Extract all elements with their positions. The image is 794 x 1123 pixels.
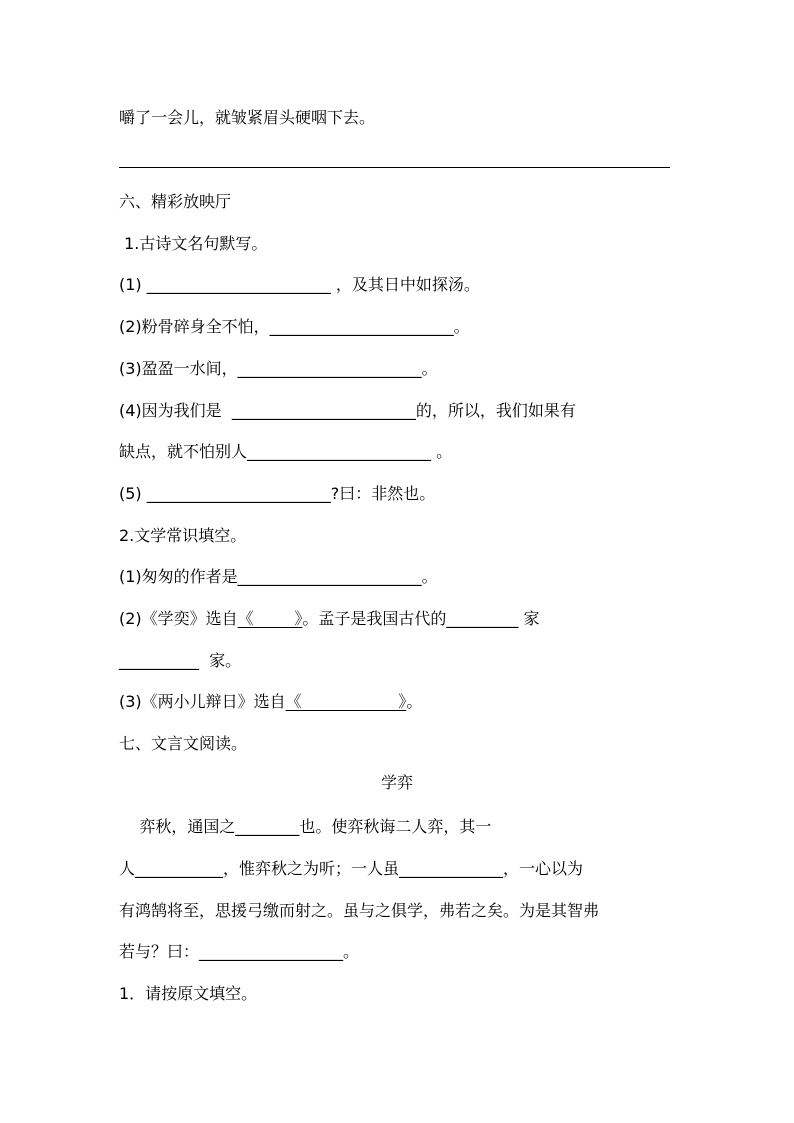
question-1-3: (3)盈盈一水间，_______________________。 — [119, 359, 438, 378]
final-question: 1．请按原文填空。 — [119, 984, 258, 1003]
question-2-2-line-a — [119, 609, 539, 629]
passage-line-4: 若与？曰：__________________。 — [119, 942, 360, 961]
question-1-title: 1.古诗文名句默写。 — [119, 234, 268, 253]
passage-continuation: 嚼了一会儿，就皱紧眉头硬咽下去。 — [119, 108, 376, 127]
section-7-heading: 七、文言文阅读。 — [119, 734, 248, 753]
passage-line-1: 弈秋，通国之________也。使弈秋诲二人弈，其一 — [119, 817, 492, 836]
q2-2-book-blank: 《 》 — [237, 609, 303, 628]
passage-line-2: 人___________，惟弈秋之为听；一人虽_____________，一心以为 — [119, 859, 584, 878]
q2-3-prefix: (3)《两小儿辩日》选自 — [119, 692, 286, 711]
q2-3-suffix: 。 — [406, 692, 423, 711]
question-1-2: (2)粉骨碎身全不怕，_______________________。 — [119, 317, 470, 336]
question-1-1: (1) _______________________ ，及其日中如探汤。 — [119, 275, 480, 294]
question-2-2-line-b: __________ 家。 — [119, 651, 242, 670]
q2-2-prefix: (2)《学奕》选自 — [119, 609, 238, 628]
answer-rule — [119, 167, 670, 168]
q2-3-book-blank: 《 》 — [285, 692, 407, 711]
question-2-1: (1)匆匆的作者是_______________________。 — [119, 567, 438, 586]
section-6-heading: 六、精彩放映厅 — [119, 192, 232, 211]
question-2-3 — [119, 692, 422, 712]
question-1-4-line-b: 缺点，就不怕别人_______________________ 。 — [119, 442, 453, 461]
passage-line-3: 有鸿鹄将至，思援弓缴而射之。虽与之俱学，弗若之矣。为是其智弗 — [119, 901, 600, 920]
q2-2-suffix: 。孟子是我国古代的_________ 家 — [302, 609, 540, 628]
passage-title: 学弈 — [380, 773, 413, 792]
question-2-title: 2.文学常识填空。 — [119, 526, 247, 545]
question-1-5: (5) _______________________?曰：非然也。 — [119, 484, 436, 503]
question-1-4-line-a: (4)因为我们是 _______________________的，所以，我们如果有 — [119, 401, 576, 420]
